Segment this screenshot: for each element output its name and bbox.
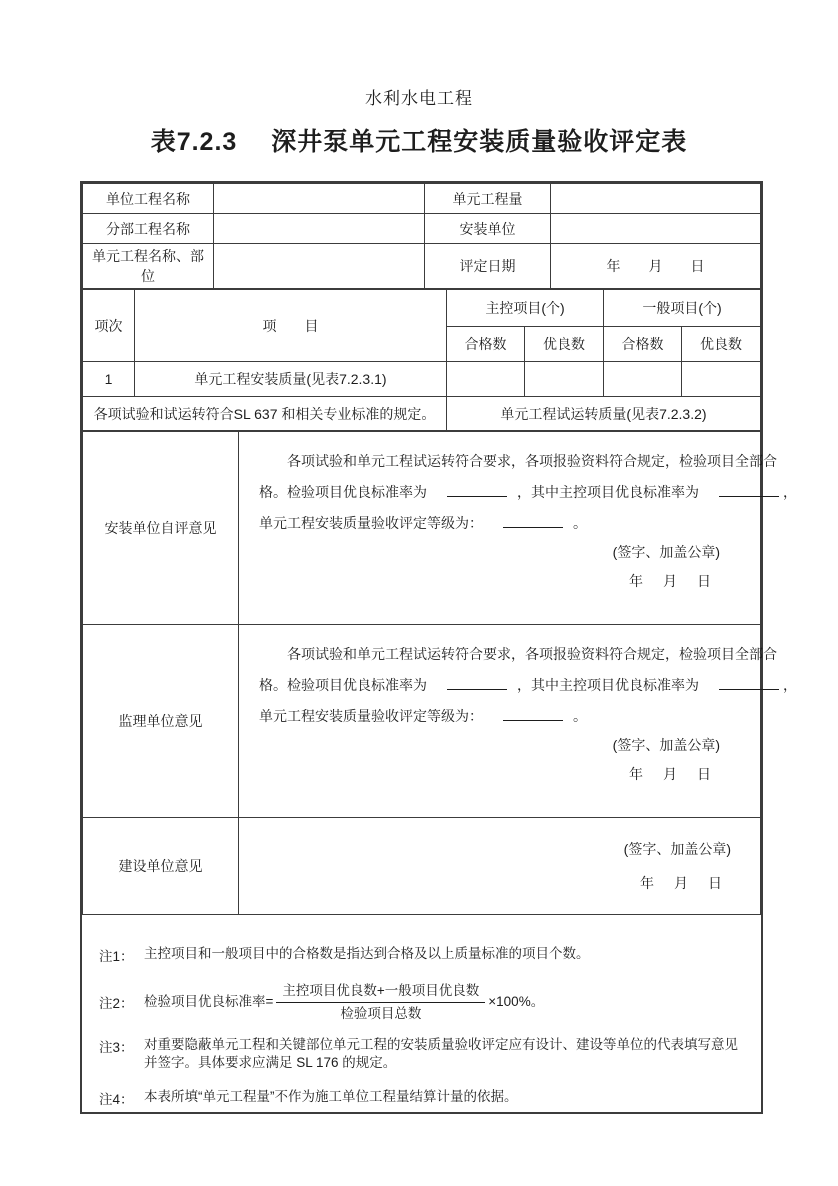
unit-work-quantity-label: 单元工程量 bbox=[425, 184, 551, 214]
notes-section bbox=[82, 915, 761, 1112]
note-formula bbox=[144, 982, 747, 1022]
doc-category: 水利水电工程 bbox=[365, 89, 473, 108]
install-opinion-label: 安装单位自评意见 bbox=[83, 432, 239, 625]
note-tag: 注4： bbox=[99, 1092, 134, 1108]
formula-tail: ×100%。 bbox=[488, 994, 545, 1010]
install-opinion-content bbox=[239, 432, 797, 625]
opinion-text-line bbox=[259, 701, 744, 732]
main-qualified-count-cell bbox=[447, 362, 525, 397]
opinion-text: 。 bbox=[573, 515, 587, 531]
division-project-name-label: 分部工程名称 bbox=[83, 214, 214, 244]
table-number: 表7.2.3 bbox=[150, 128, 238, 156]
signature-stamp-hint: (签字、加盖公章) bbox=[612, 544, 720, 560]
fraction-denominator: 检验项目总数 bbox=[340, 1005, 422, 1021]
opinion-text: ，其中主控项目优良标准率为 bbox=[517, 484, 699, 500]
evaluation-date-value: 年 月 日 bbox=[551, 244, 761, 289]
test-note-right-cell: 单元工程试运转质量(见表7.2.3.2) bbox=[447, 397, 761, 431]
evaluation-date-label: 评定日期 bbox=[425, 244, 551, 289]
column-header-item-no: 项次 bbox=[83, 290, 135, 362]
blank-fill-line bbox=[503, 707, 563, 721]
opinion-text: 。 bbox=[573, 708, 587, 724]
blank-fill-line bbox=[719, 676, 779, 690]
opinion-text: 格。检验项目优良标准率为 bbox=[259, 484, 427, 500]
table-title: 深井泵单元工程安装质量验收评定表 bbox=[271, 128, 688, 156]
column-group-main-items: 主控项目(个) bbox=[447, 290, 604, 327]
install-unit-value bbox=[551, 214, 761, 244]
opinion-text-line bbox=[259, 670, 797, 701]
general-excellent-count-cell bbox=[682, 362, 761, 397]
blank-fill-line bbox=[719, 483, 779, 497]
opinion-text-line: 各项试验和单元工程试运转符合要求，各项报验资料符合规定，检验项目全部合 bbox=[287, 646, 777, 662]
date-line: 年 月 日 bbox=[640, 875, 725, 891]
date-line: 年 月 日 bbox=[629, 573, 714, 589]
note-tag: 注2： bbox=[99, 996, 134, 1012]
supervision-opinion-label: 监理单位意见 bbox=[83, 625, 239, 818]
note-3 bbox=[99, 1036, 747, 1071]
formula-lead: 检验项目优良标准率= bbox=[144, 994, 274, 1010]
install-opinion-row bbox=[83, 432, 761, 625]
opinion-text-line: 各项试验和单元工程试运转符合要求，各项报验资料符合规定，检验项目全部合 bbox=[287, 453, 777, 469]
unit-project-name-value bbox=[214, 184, 425, 214]
unit-name-part-label: 单元工程名称、部位 bbox=[83, 244, 214, 289]
opinion-text: ， bbox=[783, 677, 797, 693]
opinion-text: 单元工程安装质量验收评定等级为： bbox=[259, 515, 483, 531]
note-text-line: 对重要隐蔽单元工程和关键部位单元工程的安装质量验收评定应有设计、建设等单位的代表填写意见 bbox=[144, 1037, 738, 1053]
page-title bbox=[0, 122, 838, 158]
test-note-left-cell: 各项试验和试运转符合SL 637 和相关专业标准的规定。 bbox=[83, 397, 447, 431]
column-header-general-qualified: 合格数 bbox=[604, 327, 682, 362]
opinion-text: ， bbox=[783, 484, 797, 500]
unit-work-quantity-value bbox=[551, 184, 761, 214]
column-group-general-items: 一般项目(个) bbox=[604, 290, 761, 327]
note-text: 主控项目和一般项目中的合格数是指达到合格及以上质量标准的项目个数。 bbox=[144, 946, 590, 961]
note-text bbox=[144, 1036, 747, 1071]
table-row-item-1 bbox=[83, 362, 761, 397]
note-2 bbox=[99, 982, 747, 1022]
note-text-line: 并签字。具体要求应满足 SL 176 的规定。 bbox=[144, 1054, 397, 1070]
opinions-table bbox=[82, 431, 797, 915]
item-name-cell: 单元工程安装质量(见表7.2.3.1) bbox=[135, 362, 447, 397]
opinion-text: ，其中主控项目优良标准率为 bbox=[517, 677, 699, 693]
table-row bbox=[83, 244, 761, 289]
general-qualified-count-cell bbox=[604, 362, 682, 397]
signature-stamp-hint: (签字、加盖公章) bbox=[623, 841, 731, 857]
table-row bbox=[83, 184, 761, 214]
column-header-main-qualified: 合格数 bbox=[447, 327, 525, 362]
column-header-item: 项 目 bbox=[135, 290, 447, 362]
signature-stamp-hint: (签字、加盖公章) bbox=[612, 737, 720, 753]
unit-name-part-value bbox=[214, 244, 425, 289]
opinion-text-line bbox=[259, 477, 797, 508]
note-text: 本表所填“单元工程量”不作为施工单位工程量结算计量的依据。 bbox=[144, 1089, 518, 1105]
date-line: 年 月 日 bbox=[629, 766, 714, 782]
opinion-text-line bbox=[259, 508, 744, 539]
opinion-text: 格。检验项目优良标准率为 bbox=[259, 677, 427, 693]
item-no-cell: 1 bbox=[83, 362, 135, 397]
blank-fill-line bbox=[503, 514, 563, 528]
division-project-name-value bbox=[214, 214, 425, 244]
note-tag: 注3： bbox=[99, 1040, 134, 1056]
items-table bbox=[82, 289, 761, 431]
main-excellent-count-cell bbox=[525, 362, 604, 397]
blank-fill-line bbox=[447, 483, 507, 497]
table-row bbox=[83, 214, 761, 244]
opinion-text: 单元工程安装质量验收评定等级为： bbox=[259, 708, 483, 724]
note-4 bbox=[99, 1088, 747, 1108]
project-info-table bbox=[82, 183, 761, 289]
fraction bbox=[276, 982, 485, 1022]
note-1 bbox=[99, 945, 747, 965]
fraction-numerator: 主控项目优良数+一般项目优良数 bbox=[276, 982, 485, 1003]
supervision-opinion-row bbox=[83, 625, 761, 818]
document-header bbox=[0, 0, 838, 158]
test-note-row bbox=[83, 397, 761, 431]
construction-opinion-label: 建设单位意见 bbox=[83, 818, 239, 915]
unit-project-name-label: 单位工程名称 bbox=[83, 184, 214, 214]
note-tag: 注1： bbox=[99, 949, 134, 964]
blank-fill-line bbox=[447, 676, 507, 690]
acceptance-form bbox=[80, 181, 797, 1114]
construction-opinion-row bbox=[83, 818, 761, 915]
column-header-general-excellent: 优良数 bbox=[682, 327, 761, 362]
supervision-opinion-content bbox=[239, 625, 797, 818]
column-header-main-excellent: 优良数 bbox=[525, 327, 604, 362]
table-header-row bbox=[83, 290, 761, 327]
construction-opinion-content bbox=[239, 818, 761, 915]
install-unit-label: 安装单位 bbox=[425, 214, 551, 244]
